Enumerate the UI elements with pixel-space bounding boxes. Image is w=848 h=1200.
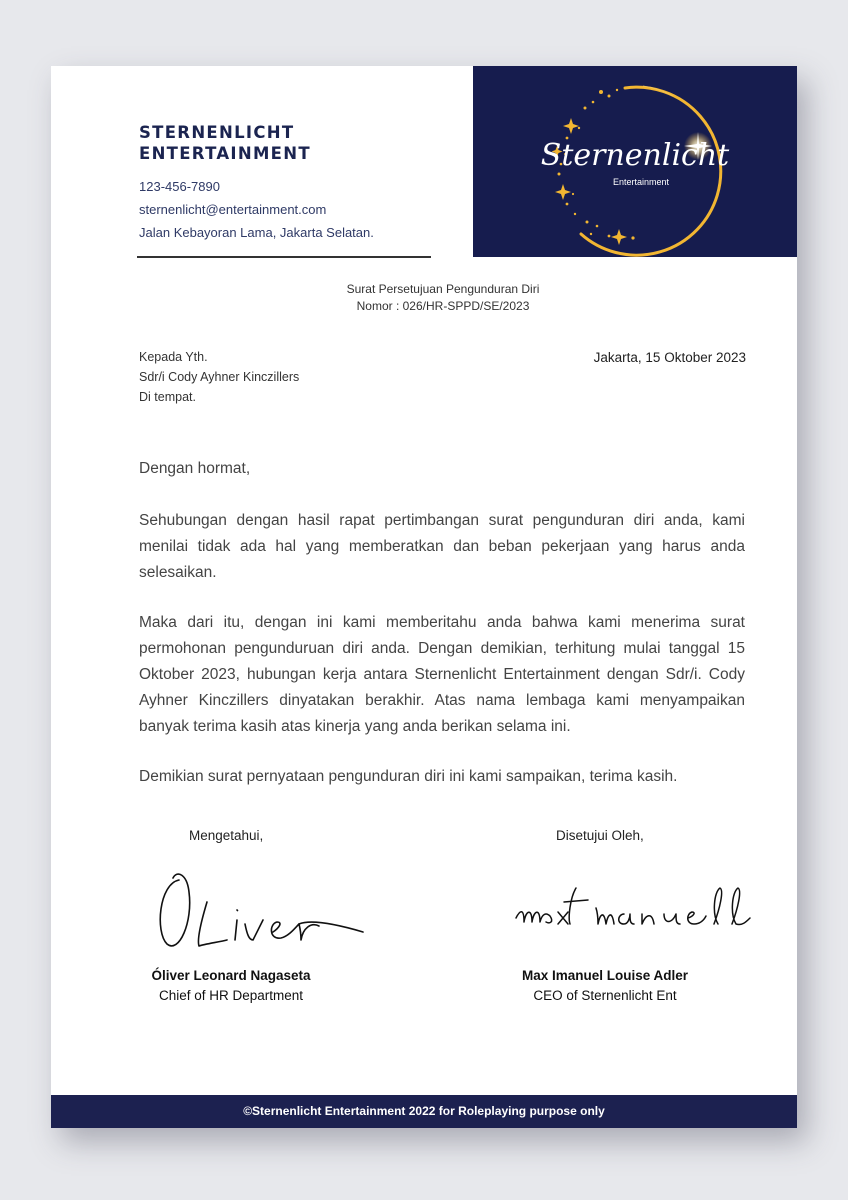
logo-wordmark: Sternenlicht	[540, 138, 730, 173]
logo-panel	[473, 66, 797, 257]
body-paragraph-2: Maka dari itu, dengan ini kami memberitahu anda bahwa kami menerima surat permohonan pengunduruan diri anda. Dengan demikian, terhitung mulai tanggal 15 Oktober 2023, hubungan kerja antara Sternenlicht Entertainment dengan Sdr/i. Cody Ayhner Kinczillers dinyatakan berakhir. Atas nama lembaga kami menyampaikan banyak terima kasih atas kinerja yang anda berikan selama ini.	[139, 614, 745, 735]
company-name: STERNENLICHT ENTERTAINMENT	[139, 123, 311, 163]
letter-number: Nomor : 026/HR-SPPD/SE/2023	[356, 299, 530, 313]
body-paragraph-1: Sehubungan dengan hasil rapat pertimbangan surat pengunduran diri anda, kami menilai tidak ada hal yang memberatkan dan beban pekerjaan yang harus anda selesaikan.	[139, 512, 745, 581]
letter-date: Jakarta, 15 Oktober 2023	[593, 350, 746, 365]
hr-signer-name: Óliver Leonard Nagaseta	[151, 968, 311, 983]
recipient-name: Sdr/i Cody Ayhner Kinczillers	[139, 370, 300, 384]
recipient-salutation: Kepada Yth.	[139, 350, 208, 364]
company-email: sternenlicht@entertainment.com	[139, 202, 327, 217]
right-signature-heading: Disetujui Oleh,	[556, 828, 644, 843]
company-phone: 123-456-7890	[139, 179, 220, 194]
body-paragraph-3: Demikian surat pernyataan pengunduran diri ini kami sampaikan, terima kasih.	[139, 768, 678, 785]
hr-signer-role: Chief of HR Department	[158, 988, 304, 1003]
sternenlicht-logo	[473, 66, 797, 257]
header-divider	[137, 256, 431, 258]
greeting: Dengan hormat,	[139, 460, 251, 477]
company-address: Jalan Kebayoran Lama, Jakarta Selatan.	[139, 225, 374, 240]
letter-page	[51, 66, 797, 1128]
ceo-signer-role: CEO of Sternenlicht Ent	[533, 988, 677, 1003]
ceo-signature	[506, 878, 786, 948]
letter-subject: Surat Persetujuan Pengunduran Diri	[346, 282, 540, 296]
recipient-location: Di tempat.	[139, 390, 196, 404]
ceo-signer-name: Max Imanuel Louise Adler	[521, 968, 689, 983]
hr-signature	[149, 862, 379, 957]
logo-subtitle: Entertainment	[612, 177, 670, 187]
left-signature-heading: Mengetahui,	[189, 828, 264, 843]
footer-bar: ©Sternenlicht Entertainment 2022 for Roleplaying purpose only	[51, 1095, 797, 1128]
